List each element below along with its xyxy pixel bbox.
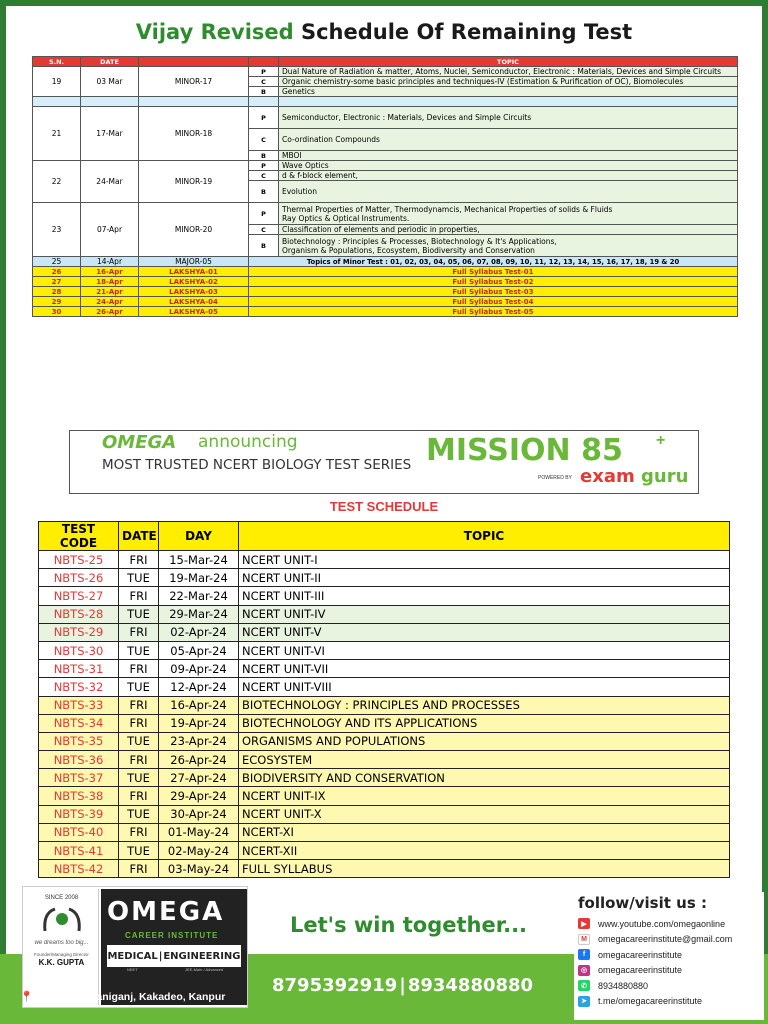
lakshya-row	[33, 267, 738, 277]
cell-test: MINOR-18	[139, 107, 249, 161]
test-schedule-title: TEST SCHEDULE	[329, 499, 439, 514]
director-panel	[25, 889, 99, 1005]
examguru-exam: exam	[580, 466, 635, 487]
cell-day: FRI	[119, 714, 159, 732]
cell-day: TUE	[119, 732, 159, 750]
cell-date: 14-Apr	[81, 257, 139, 267]
blank-cell	[249, 97, 279, 107]
cell-date: 17-Mar	[81, 107, 139, 161]
cell-topic: NCERT UNIT-I	[239, 551, 730, 569]
social-link[interactable]	[578, 963, 764, 979]
phone-numbers	[272, 975, 533, 996]
director-title: Founder/Managing Director	[34, 952, 89, 957]
banner-plus: +	[656, 432, 666, 449]
blank-cell	[279, 97, 738, 107]
col-topic: TOPIC	[239, 522, 730, 551]
cell-test-code: NBTS-29	[39, 623, 119, 641]
table-row	[39, 732, 730, 750]
cell-topic	[279, 225, 738, 235]
cell-subject: B	[249, 235, 279, 257]
cell-topic	[279, 67, 738, 77]
social-link-text[interactable]: www.youtube.com/omegaonline	[598, 918, 726, 929]
cell-sn: 27	[33, 277, 81, 287]
nbts-schedule-table	[38, 521, 730, 878]
table-row	[39, 823, 730, 841]
cell-date: 01-May-24	[159, 823, 239, 841]
table-header	[39, 522, 730, 551]
topic-text: Classification of elements and periodic in properties,	[282, 225, 480, 234]
cell-test: LAKSHYA-01	[139, 267, 249, 277]
topic-text: Genetics	[282, 87, 315, 96]
location-pin-icon: 📍	[20, 991, 34, 1003]
cell-test-code: NBTS-26	[39, 569, 119, 587]
cell-date: 27-Apr-24	[159, 769, 239, 787]
cell-topic: NCERT UNIT-IX	[239, 787, 730, 805]
cell-date: 03-May-24	[159, 860, 239, 878]
revised-schedule-table	[32, 56, 738, 317]
address	[20, 990, 225, 1003]
col-test	[139, 57, 249, 67]
cell-test-code: NBTS-33	[39, 696, 119, 714]
follow-title: follow/visit us :	[578, 894, 707, 912]
cell-topic: NCERT UNIT-VIII	[239, 678, 730, 696]
topic-text: Biotechnology : Principles & Processes, Biotechnology & It's Applications,	[282, 236, 557, 246]
phone-separator: |	[399, 975, 406, 996]
cell-test-code: NBTS-28	[39, 605, 119, 623]
cell-test-code: NBTS-38	[39, 787, 119, 805]
cell-date: 19-Apr-24	[159, 714, 239, 732]
table-row	[39, 714, 730, 732]
cell-test: MINOR-20	[139, 203, 249, 257]
cell-test: LAKSHYA-04	[139, 297, 249, 307]
cell-sn: 25	[33, 257, 81, 267]
cell-topic: BIOTECHNOLOGY AND ITS APPLICATIONS	[239, 714, 730, 732]
topic-text: Evolution	[282, 187, 317, 196]
cell-test-code: NBTS-41	[39, 842, 119, 860]
banner-mission: MISSION 85	[426, 433, 623, 468]
cell-test-code: NBTS-35	[39, 732, 119, 750]
cell-topic	[279, 203, 738, 225]
cell-test: LAKSHYA-03	[139, 287, 249, 297]
address-text: 117/N/303, Raniganj, Kakadeo, Kanpur	[35, 991, 226, 1003]
revised-schedule-body	[33, 67, 738, 317]
logo-brand: OMEGA	[107, 897, 225, 927]
cell-day: FRI	[119, 751, 159, 769]
banner-announcing: announcing	[198, 432, 298, 452]
topic-text-2: Organism & Populations, Ecosystem, Biodiversity and Conservation	[282, 245, 535, 255]
cell-day: TUE	[119, 678, 159, 696]
table-row	[33, 161, 738, 171]
cell-date: 07-Apr	[81, 203, 139, 257]
follow-panel	[574, 892, 764, 1020]
cell-test-code: NBTS-32	[39, 678, 119, 696]
col-subject	[249, 57, 279, 67]
cell-test-code: NBTS-39	[39, 805, 119, 823]
cell-sn: 29	[33, 297, 81, 307]
cell-date: 09-Apr-24	[159, 660, 239, 678]
table-row	[33, 67, 738, 77]
cell-test: MINOR-19	[139, 161, 249, 203]
social-link-text[interactable]: 8934880880	[598, 980, 649, 991]
cell-day: TUE	[119, 769, 159, 787]
topic-text: Co-ordination Compounds	[282, 135, 380, 144]
table-row	[39, 751, 730, 769]
logo-tagline: we dreams too big...	[34, 940, 89, 946]
cell-subject: P	[249, 67, 279, 77]
table-row	[39, 587, 730, 605]
cell-topic: NCERT UNIT-III	[239, 587, 730, 605]
cell-test-code: NBTS-42	[39, 860, 119, 878]
topic-text: Dual Nature of Radiation & matter, Atoms, Nuclei, Semiconductor, Electronic : Materials, Devices and Simple Circuits	[282, 67, 722, 76]
cell-topic	[279, 77, 738, 87]
table-row	[39, 842, 730, 860]
cell-day: TUE	[119, 569, 159, 587]
table-row	[39, 660, 730, 678]
cell-topic	[279, 87, 738, 97]
social-link[interactable]	[578, 994, 764, 1010]
col-date: DATE	[81, 57, 139, 67]
cell-date: 26-Apr-24	[159, 751, 239, 769]
major-row	[33, 257, 738, 267]
cell-day: FRI	[119, 587, 159, 605]
stream-engineering: ENGINEERING	[163, 950, 241, 962]
nbts-schedule-body	[39, 551, 730, 878]
table-row	[39, 696, 730, 714]
cell-subject: C	[249, 77, 279, 87]
cell-date: 15-Mar-24	[159, 551, 239, 569]
cell-date: 23-Apr-24	[159, 732, 239, 750]
tagline: Let's win together...	[290, 913, 528, 937]
cell-test: MINOR-17	[139, 67, 249, 97]
social-link-text[interactable]: t.me/omegacareerinstitute	[598, 996, 703, 1007]
cell-date: 19-Mar-24	[159, 569, 239, 587]
cell-date: 29-Mar-24	[159, 605, 239, 623]
banner-subtitle: MOST TRUSTED NCERT BIOLOGY TEST SERIES	[102, 457, 412, 473]
blank-cell	[139, 97, 249, 107]
social-link[interactable]	[578, 932, 764, 948]
cell-day: TUE	[119, 842, 159, 860]
cell-subject: C	[249, 129, 279, 151]
cell-topic: NCERT UNIT-VI	[239, 641, 730, 659]
cell-topic: BIODIVERSITY AND CONSERVATION	[239, 769, 730, 787]
cell-subject: P	[249, 107, 279, 129]
examguru-logo	[580, 466, 688, 487]
cell-date: 29-Apr-24	[159, 787, 239, 805]
mission-banner	[69, 430, 699, 494]
cell-test-code: NBTS-30	[39, 641, 119, 659]
social-link[interactable]	[578, 978, 764, 994]
page-title	[0, 20, 768, 44]
cell-topic	[279, 235, 738, 257]
director-emblem-icon	[41, 905, 83, 933]
cell-test-code: NBTS-36	[39, 751, 119, 769]
col-topic: TOPIC	[279, 57, 738, 67]
cell-topic	[279, 171, 738, 181]
whatsapp-icon: ✆	[578, 980, 590, 991]
cell-test: LAKSHYA-02	[139, 277, 249, 287]
gmail-icon: M	[578, 934, 590, 945]
topic-text: MBOI	[282, 151, 302, 160]
phone-1[interactable]: 8795392919	[272, 975, 398, 996]
social-link[interactable]	[578, 947, 764, 963]
cell-topic: Full Syllabus Test-02	[249, 277, 738, 287]
cell-topic: Full Syllabus Test-04	[249, 297, 738, 307]
table-row	[33, 107, 738, 129]
table-row	[39, 769, 730, 787]
cell-sn: 23	[33, 203, 81, 257]
social-link-text[interactable]: omegacareerinstitute	[598, 965, 683, 976]
banner-brand: OMEGA	[102, 432, 177, 453]
col-day: DAY	[159, 522, 239, 551]
topic-text: Wave Optics	[282, 161, 329, 170]
cell-date: 16-Apr	[81, 267, 139, 277]
cell-subject: P	[249, 203, 279, 225]
cell-day: TUE	[119, 605, 159, 623]
cell-sn: 22	[33, 161, 81, 203]
since-label: SINCE 2008	[44, 895, 79, 901]
cell-topic	[279, 181, 738, 203]
cell-subject: C	[249, 225, 279, 235]
cell-test-code: NBTS-40	[39, 823, 119, 841]
cell-test: LAKSHYA-05	[139, 307, 249, 317]
banner-powered-by: POWERED BY	[538, 475, 572, 481]
cell-day: FRI	[119, 860, 159, 878]
cell-day: TUE	[119, 641, 159, 659]
cell-date: 12-Apr-24	[159, 678, 239, 696]
table-row	[39, 678, 730, 696]
cell-topic: NCERT UNIT-VII	[239, 660, 730, 678]
cell-sn: 28	[33, 287, 81, 297]
cell-subject: P	[249, 161, 279, 171]
spacer-row	[33, 97, 738, 107]
cell-subject: B	[249, 181, 279, 203]
cell-topic: Full Syllabus Test-03	[249, 287, 738, 297]
cell-topic: NCERT UNIT-V	[239, 623, 730, 641]
cell-topic: FULL SYLLABUS	[239, 860, 730, 878]
table-row	[39, 787, 730, 805]
cell-date: 05-Apr-24	[159, 641, 239, 659]
col-test-code: TEST CODE	[39, 522, 119, 551]
cell-date: 02-May-24	[159, 842, 239, 860]
cell-test-code: NBTS-34	[39, 714, 119, 732]
stream-divider: |	[158, 950, 163, 962]
stream-neet: NEET	[127, 967, 138, 972]
director-name: K.K. GUPTA	[38, 958, 85, 967]
examguru-guru: guru	[641, 466, 689, 487]
cell-topic: NCERT-XII	[239, 842, 730, 860]
cell-topic	[279, 129, 738, 151]
cell-topic	[279, 151, 738, 161]
social-links	[578, 916, 764, 1009]
phone-2[interactable]: 8934880880	[407, 975, 534, 996]
cell-test-code: NBTS-27	[39, 587, 119, 605]
cell-sn: 30	[33, 307, 81, 317]
cell-sn: 21	[33, 107, 81, 161]
cell-topic: BIOTECHNOLOGY : PRINCIPLES AND PROCESSES	[239, 696, 730, 714]
cell-day: FRI	[119, 787, 159, 805]
cell-day: FRI	[119, 623, 159, 641]
cell-day: FRI	[119, 551, 159, 569]
logo-institute: CAREER INSTITUTE	[125, 931, 219, 940]
title-accent: Vijay Revised	[135, 20, 294, 44]
cell-topic: NCERT UNIT-IV	[239, 605, 730, 623]
stream-jee: JEE-Main / Advanced	[185, 967, 224, 972]
logo-streams	[107, 945, 241, 967]
cell-date: 22-Mar-24	[159, 587, 239, 605]
lakshya-row	[33, 297, 738, 307]
cell-test: MAJOR-05	[139, 257, 249, 267]
blank-cell	[81, 97, 139, 107]
table-row	[39, 623, 730, 641]
table-row	[33, 203, 738, 225]
table-row	[39, 641, 730, 659]
lakshya-row	[33, 277, 738, 287]
cell-topic: Topics of Minor Test : 01, 02, 03, 04, 05, 06, 07, 08, 09, 10, 11, 12, 13, 14, 15, 16, 17, 18, 19 & 20	[249, 257, 738, 267]
instagram-icon: ◎	[578, 965, 590, 976]
cell-topic	[279, 107, 738, 129]
cell-date: 18-Apr	[81, 277, 139, 287]
cell-date: 21-Apr	[81, 287, 139, 297]
cell-day: TUE	[119, 805, 159, 823]
stream-medical: MEDICAL	[107, 950, 158, 962]
social-link-text[interactable]: omegacareerinstitute	[598, 949, 683, 960]
cell-sn: 26	[33, 267, 81, 277]
cell-test-code: NBTS-31	[39, 660, 119, 678]
title-rest: Schedule Of Remaining Test	[300, 20, 633, 44]
lakshya-row	[33, 287, 738, 297]
cell-topic: ECOSYSTEM	[239, 751, 730, 769]
lakshya-row	[33, 307, 738, 317]
cell-test-code: NBTS-37	[39, 769, 119, 787]
facebook-icon: f	[578, 949, 590, 960]
cell-date: 24-Mar	[81, 161, 139, 203]
table-row	[39, 805, 730, 823]
col-date: DATE	[119, 522, 159, 551]
cell-date: 16-Apr-24	[159, 696, 239, 714]
table-row	[39, 860, 730, 878]
cell-date: 30-Apr-24	[159, 805, 239, 823]
youtube-icon: ▶	[578, 918, 590, 929]
cell-day: FRI	[119, 696, 159, 714]
blank-cell	[33, 97, 81, 107]
cell-date: 03 Mar	[81, 67, 139, 97]
cell-day: FRI	[119, 823, 159, 841]
cell-subject: C	[249, 171, 279, 181]
social-link-text[interactable]: omegacareerinstitute@gmail.com	[598, 934, 733, 945]
cell-topic	[279, 161, 738, 171]
cell-topic: ORGANISMS AND POPULATIONS	[239, 732, 730, 750]
table-row	[39, 605, 730, 623]
cell-date: 24-Apr	[81, 297, 139, 307]
cell-date: 26-Apr	[81, 307, 139, 317]
cell-topic: Full Syllabus Test-05	[249, 307, 738, 317]
cell-date: 02-Apr-24	[159, 623, 239, 641]
topic-text: Thermal Properties of Matter, Thermodynamcis, Mechanical Properties of solids & Fluids	[282, 204, 613, 214]
topic-text: Semiconductor, Electronic : Materials, Devices and Simple Circuits	[282, 113, 532, 122]
topic-text: d & f-block element,	[282, 171, 358, 180]
col-sn: S.N.	[33, 57, 81, 67]
table-row	[39, 569, 730, 587]
cell-subject: B	[249, 151, 279, 161]
cell-test-code: NBTS-25	[39, 551, 119, 569]
cell-subject: B	[249, 87, 279, 97]
cell-topic: NCERT-XI	[239, 823, 730, 841]
table-row	[39, 551, 730, 569]
table-header	[33, 57, 738, 67]
cell-topic: NCERT UNIT-X	[239, 805, 730, 823]
cell-topic: Full Syllabus Test-01	[249, 267, 738, 277]
topic-text-2: Ray Optics & Optical Instruments.	[282, 213, 410, 223]
telegram-icon: ➤	[578, 996, 590, 1007]
cell-day: FRI	[119, 660, 159, 678]
cell-topic: NCERT UNIT-II	[239, 569, 730, 587]
cell-sn: 19	[33, 67, 81, 97]
brand-panel	[101, 889, 247, 1005]
social-link[interactable]	[578, 916, 764, 932]
topic-text: Organic chemistry-some basic principles and techniques-IV (Estimation & Purification of OC), Biomolecules	[282, 77, 684, 86]
